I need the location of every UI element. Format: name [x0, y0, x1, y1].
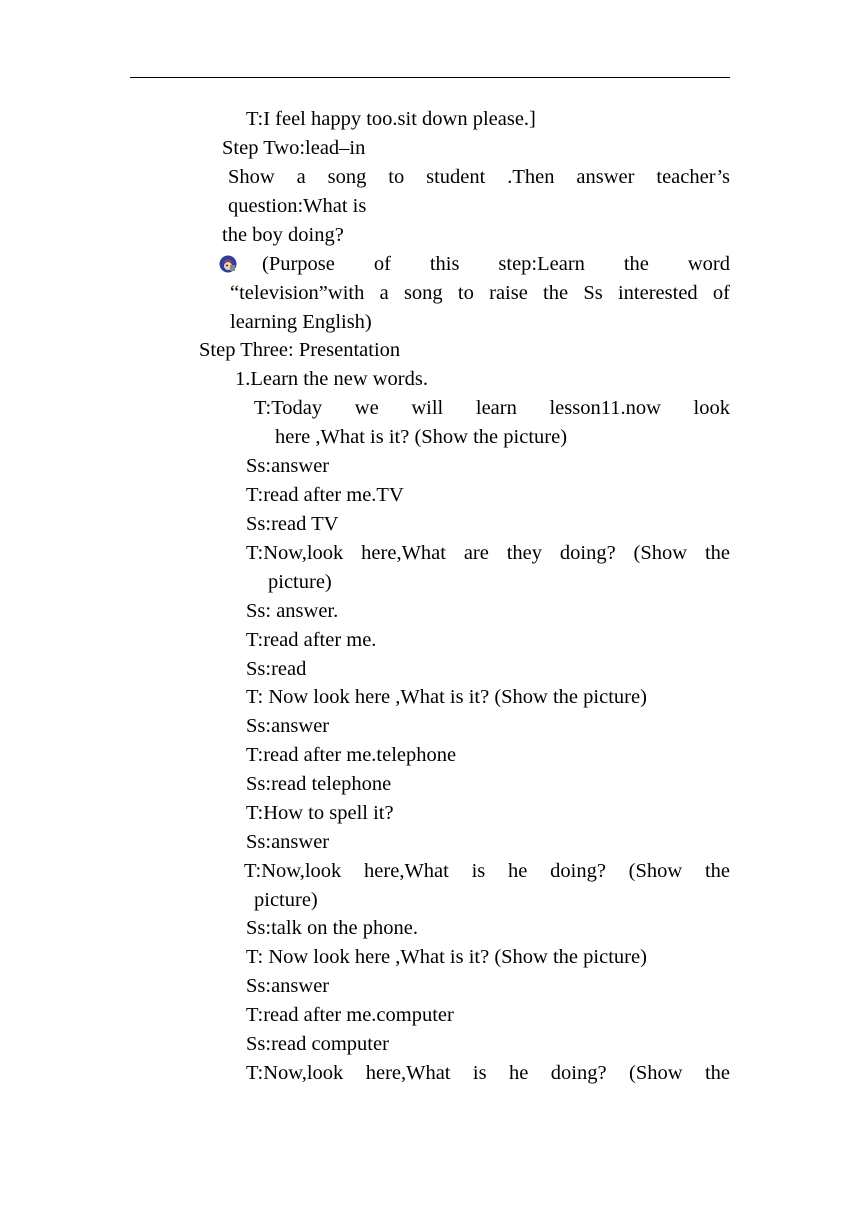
- purpose-bullet-icon: [218, 254, 238, 274]
- text-line: learning English): [230, 311, 372, 333]
- text-line: Show a song to student .Then answer teacher’s: [228, 166, 730, 188]
- dialogue-line: picture): [268, 571, 332, 593]
- dialogue-line: here ,What is it? (Show the picture): [275, 426, 568, 448]
- text-line: “television”with a song to raise the Ss interested of: [230, 282, 730, 304]
- dialogue-line: T:Today we will learn lesson11.now look: [254, 397, 730, 419]
- list-item-heading: 1.Learn the new words.: [235, 368, 428, 390]
- dialogue-line: Ss:read: [246, 658, 307, 680]
- dialogue-line: T:Now,look here,What is he doing? (Show the: [244, 860, 730, 882]
- dialogue-line: T:read after me.telephone: [246, 744, 457, 766]
- dialogue-line: Ss:read TV: [246, 513, 339, 535]
- dialogue-line: T:read after me.: [246, 629, 377, 651]
- dialogue-line: Ss:answer: [246, 975, 330, 997]
- dialogue-line: T:How to spell it?: [246, 802, 394, 824]
- dialogue-line: Ss:read telephone: [246, 773, 392, 795]
- text-line: question:What is: [228, 195, 367, 217]
- step-three-heading: Step Three: Presentation: [199, 339, 401, 361]
- dialogue-line: Ss: answer.: [246, 600, 339, 622]
- dialogue-line: Ss:answer: [246, 831, 330, 853]
- dialogue-line: T:Now,look here,What are they doing? (Show the: [246, 542, 730, 564]
- dialogue-line: T: Now look here ,What is it? (Show the picture): [246, 686, 647, 708]
- dialogue-line: T: Now look here ,What is it? (Show the picture): [246, 946, 647, 968]
- dialogue-line: T:Now,look here,What is he doing? (Show the: [246, 1062, 730, 1084]
- dialogue-line: T:read after me.TV: [246, 484, 404, 506]
- purpose-note: (Purpose of this step:Learn the word: [262, 253, 730, 275]
- step-two-heading: Step Two:lead–in: [222, 137, 366, 159]
- dialogue-line: Ss:talk on the phone.: [246, 917, 418, 939]
- dialogue-line: T:read after me.computer: [246, 1004, 454, 1026]
- header-rule: [130, 77, 730, 78]
- dialogue-line: Ss:answer: [246, 455, 330, 477]
- dialogue-line: Ss:answer: [246, 715, 330, 737]
- text-line: the boy doing?: [222, 224, 344, 246]
- text-line: T:I feel happy too.sit down please.]: [246, 108, 536, 130]
- dialogue-line: picture): [254, 889, 318, 911]
- dialogue-line: Ss:read computer: [246, 1033, 389, 1055]
